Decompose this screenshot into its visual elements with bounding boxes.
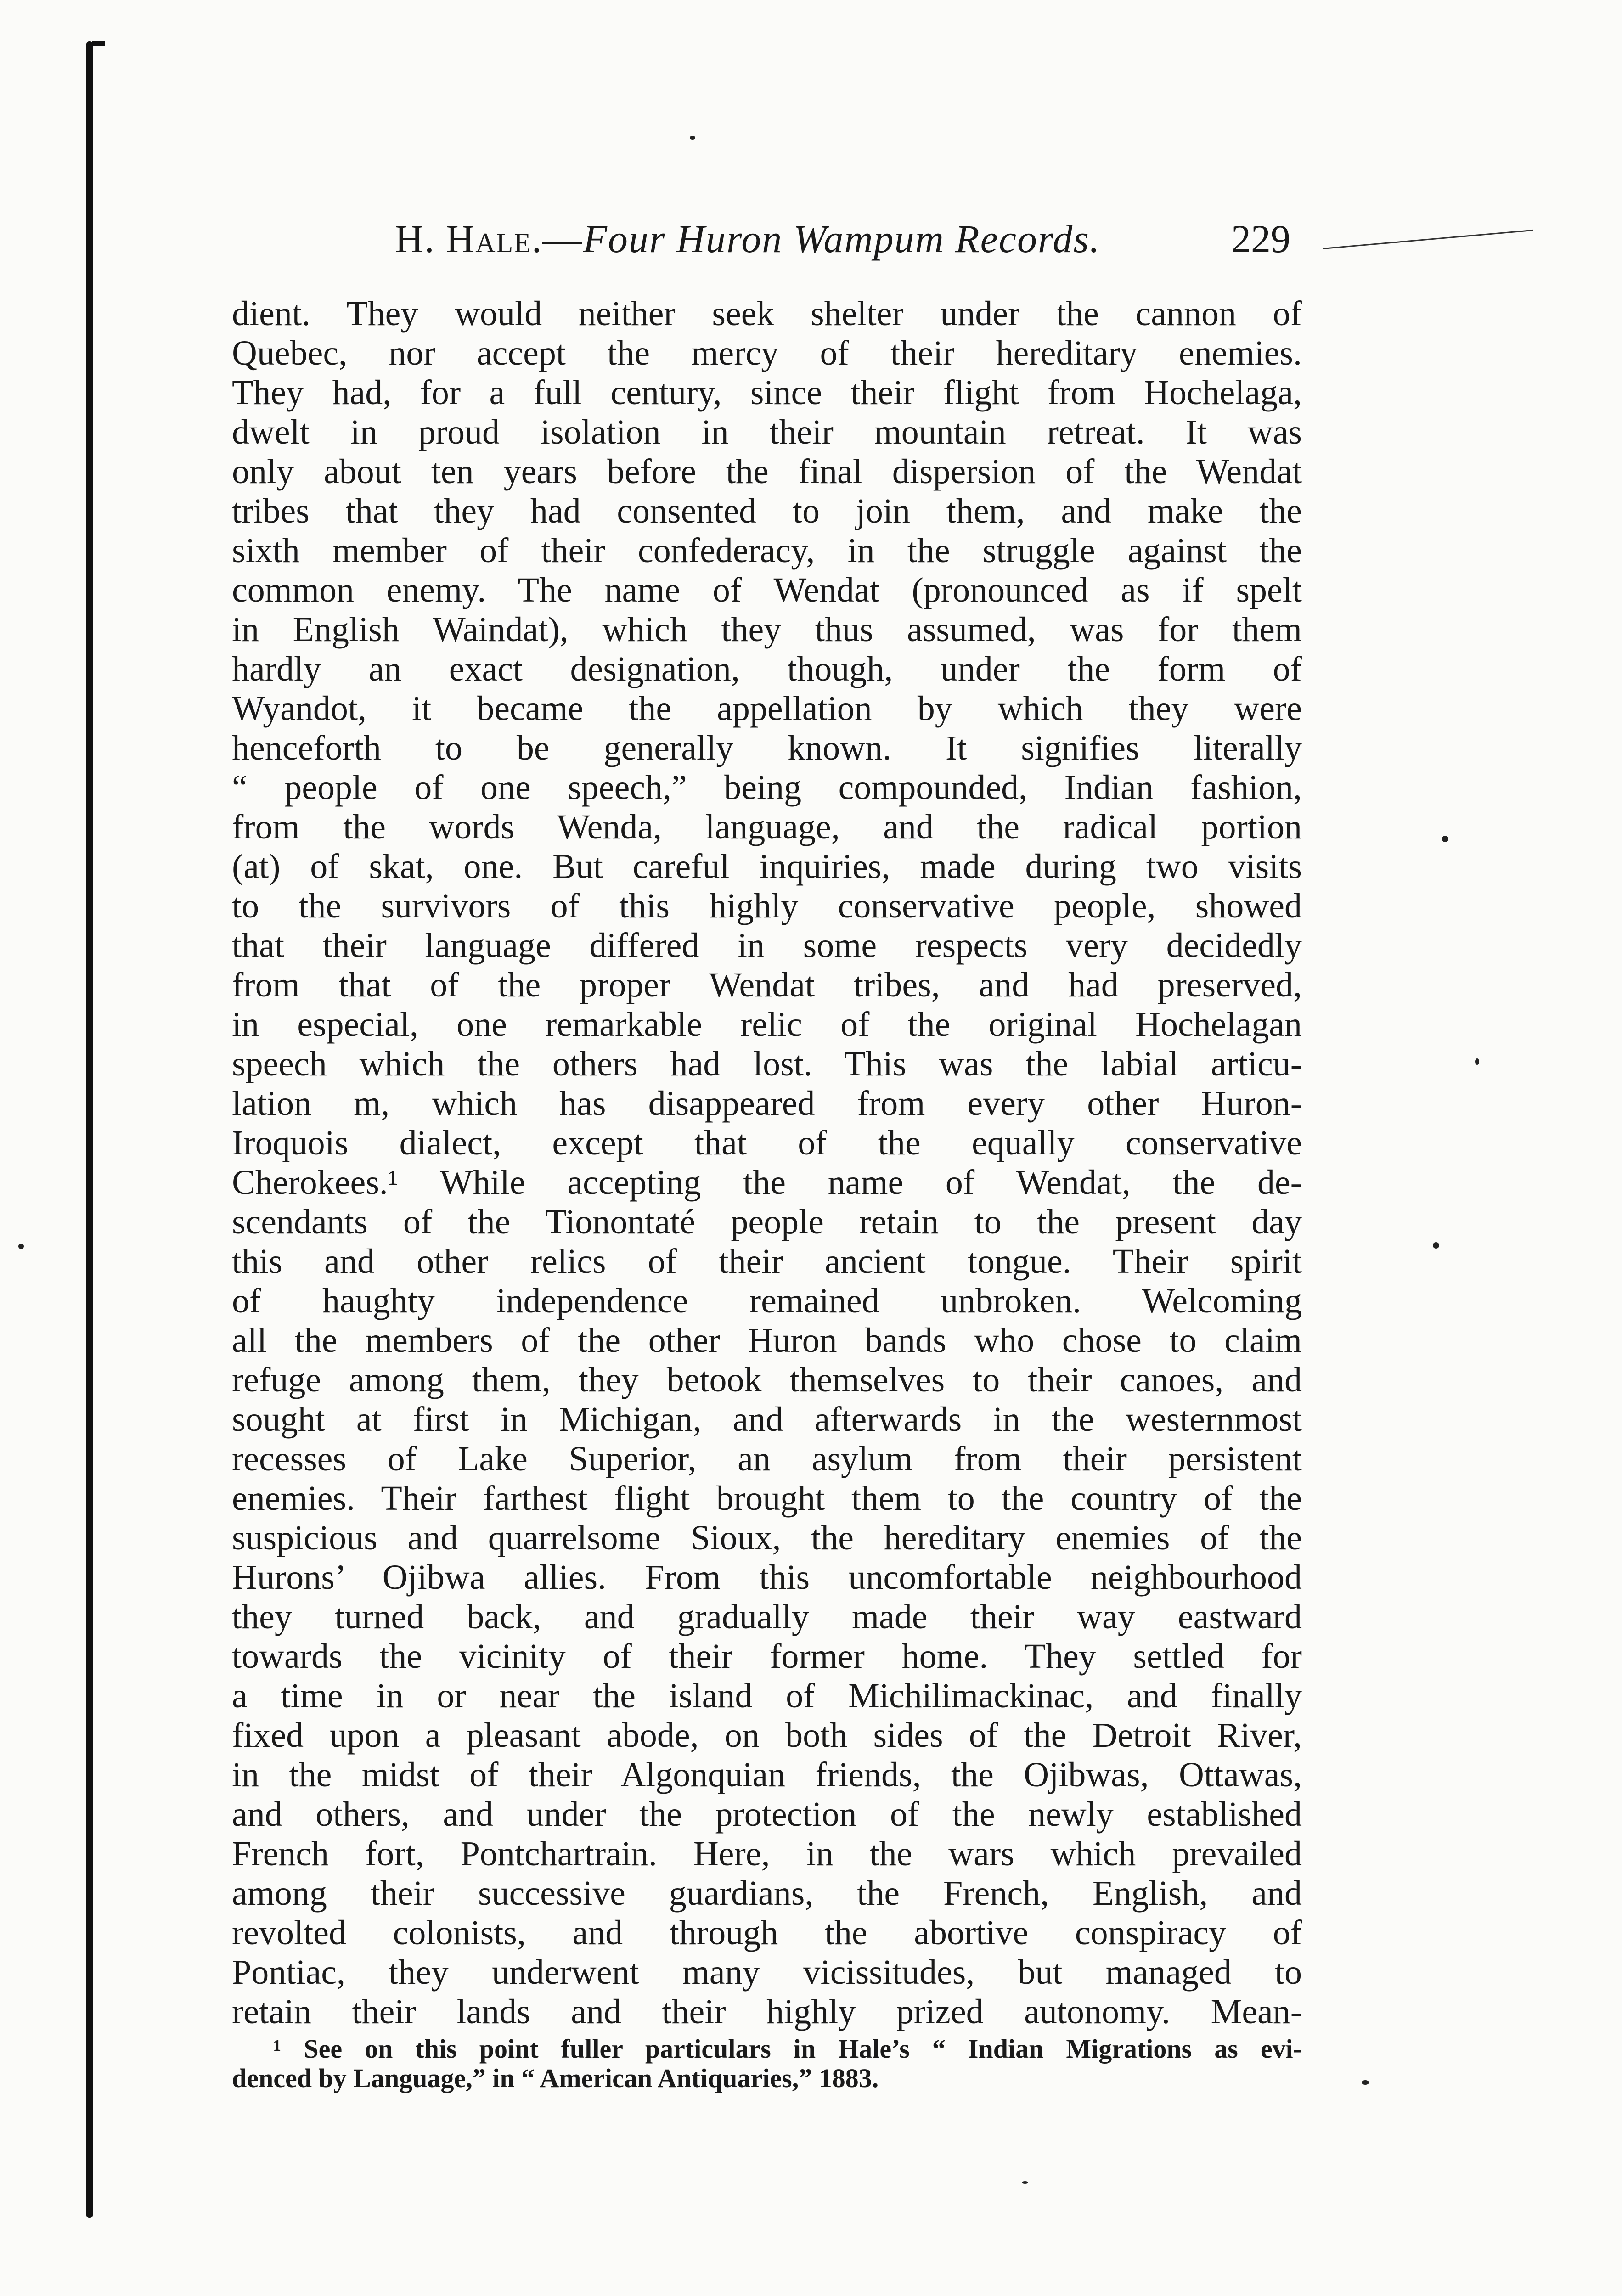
text-line: retain their lands and their highly prized autonomy. Mean- <box>232 1992 1302 2031</box>
text-line: sought at first in Michigan, and afterwards in the westernmost <box>232 1400 1302 1439</box>
text-line: a time in or near the island of Michilimackinac, and finally <box>232 1677 1302 1715</box>
scan-speck <box>1362 2080 1369 2085</box>
page-number: 229 <box>1231 217 1290 261</box>
running-header <box>230 216 1304 271</box>
scan-edge-tick <box>92 41 105 46</box>
text-line: in especial, one remarkable relic of the original Hochelagan <box>232 1005 1302 1044</box>
text-line: that their language differed in some respects very decidedly <box>232 926 1302 965</box>
body-text <box>232 294 1302 2032</box>
header-separator: — <box>542 217 583 261</box>
text-line: towards the vicinity of their former home. They settled for <box>232 1637 1302 1676</box>
text-line: from the words Wenda, language, and the radical portion <box>232 808 1302 846</box>
scan-speck <box>1475 1058 1479 1065</box>
author-name: H. Hale. <box>395 217 543 261</box>
text-line: in the midst of their Algonquian friends, the Ojibwas, Ottawas, <box>232 1756 1302 1794</box>
text-line: recesses of Lake Superior, an asylum from their persistent <box>232 1440 1302 1478</box>
scan-speck <box>18 1244 24 1249</box>
text-line: fixed upon a pleasant abode, on both sides of the Detroit River, <box>232 1716 1302 1755</box>
text-line: common enemy. The name of Wendat (pronounced as if spelt <box>232 571 1302 609</box>
text-line: Hurons’ Ojibwa allies. From this uncomfortable neighbourhood <box>232 1558 1302 1597</box>
text-line: they turned back, and gradually made their way eastward <box>232 1598 1302 1636</box>
text-line: among their successive guardians, the French, English, and <box>232 1874 1302 1913</box>
text-line: speech which the others had lost. This was the labial articu- <box>232 1045 1302 1083</box>
text-line: hardly an exact designation, though, under the form of <box>232 650 1302 688</box>
text-line: scendants of the Tionontaté people retain to the present day <box>232 1203 1302 1241</box>
article-title: Four Huron Wampum Records. <box>583 217 1101 261</box>
text-line: dwelt in proud isolation in their mountain retreat. It was <box>232 413 1302 451</box>
text-line: and others, and under the protection of the newly established <box>232 1795 1302 1834</box>
text-line: French fort, Pontchartrain. Here, in the wars which prevailed <box>232 1835 1302 1873</box>
text-line: (at) of skat, one. But careful inquiries, made during two visits <box>232 847 1302 886</box>
text-line: dient. They would neither seek shelter under the cannon of <box>232 294 1302 333</box>
text-line: Iroquois dialect, except that of the equally conservative <box>232 1124 1302 1162</box>
text-line: Pontiac, they underwent many vicissitudes, but managed to <box>232 1953 1302 1992</box>
text-line: in English Waindat), which they thus assumed, was for them <box>232 610 1302 649</box>
text-line: lation m, which has disappeared from every other Huron- <box>232 1084 1302 1123</box>
scan-edge-shadow <box>86 41 93 2218</box>
text-line: to the survivors of this highly conservative people, showed <box>232 887 1302 925</box>
text-line: Wyandot, it became the appellation by which they were <box>232 689 1302 728</box>
footnotes <box>232 2034 1302 2093</box>
scan-speck <box>1022 2181 1028 2184</box>
text-line: only about ten years before the final dispersion of the Wendat <box>232 452 1302 491</box>
text-line: “ people of one speech,” being compounded, Indian fashion, <box>232 768 1302 807</box>
text-line: suspicious and quarrelsome Sioux, the hereditary enemies of the <box>232 1519 1302 1557</box>
text-line: They had, for a full century, since their flight from Hochelaga, <box>232 373 1302 412</box>
text-line: Cherokees.¹ While accepting the name of Wendat, the de- <box>232 1163 1302 1202</box>
pencil-stroke <box>1323 230 1533 249</box>
scan-speck <box>1442 836 1448 842</box>
footnote-line: ¹ See on this point fuller particulars in Hale’s “ Indian Migrations as evi- <box>273 2034 1302 2064</box>
text-line: Quebec, nor accept the mercy of their hereditary enemies. <box>232 334 1302 372</box>
text-line: henceforth to be generally known. It signifies literally <box>232 729 1302 767</box>
text-line: sixth member of their confederacy, in the struggle against the <box>232 531 1302 570</box>
text-line: tribes that they had consented to join them, and make the <box>232 492 1302 530</box>
footnote-line: denced by Language,” in “ American Antiquaries,” 1883. <box>232 2064 879 2093</box>
text-line: all the members of the other Huron bands who chose to claim <box>232 1321 1302 1360</box>
text-line: from that of the proper Wendat tribes, and had preserved, <box>232 966 1302 1004</box>
text-line: of haughty independence remained unbroken. Welcoming <box>232 1282 1302 1320</box>
text-line: enemies. Their farthest flight brought them to the country of the <box>232 1479 1302 1518</box>
text-line: revolted colonists, and through the abortive conspiracy of <box>232 1913 1302 1952</box>
running-head <box>395 216 1100 262</box>
text-line: refuge among them, they betook themselves to their canoes, and <box>232 1361 1302 1399</box>
text-line: this and other relics of their ancient tongue. Their spirit <box>232 1242 1302 1281</box>
scan-speck <box>690 136 695 140</box>
scan-speck <box>1433 1242 1439 1249</box>
